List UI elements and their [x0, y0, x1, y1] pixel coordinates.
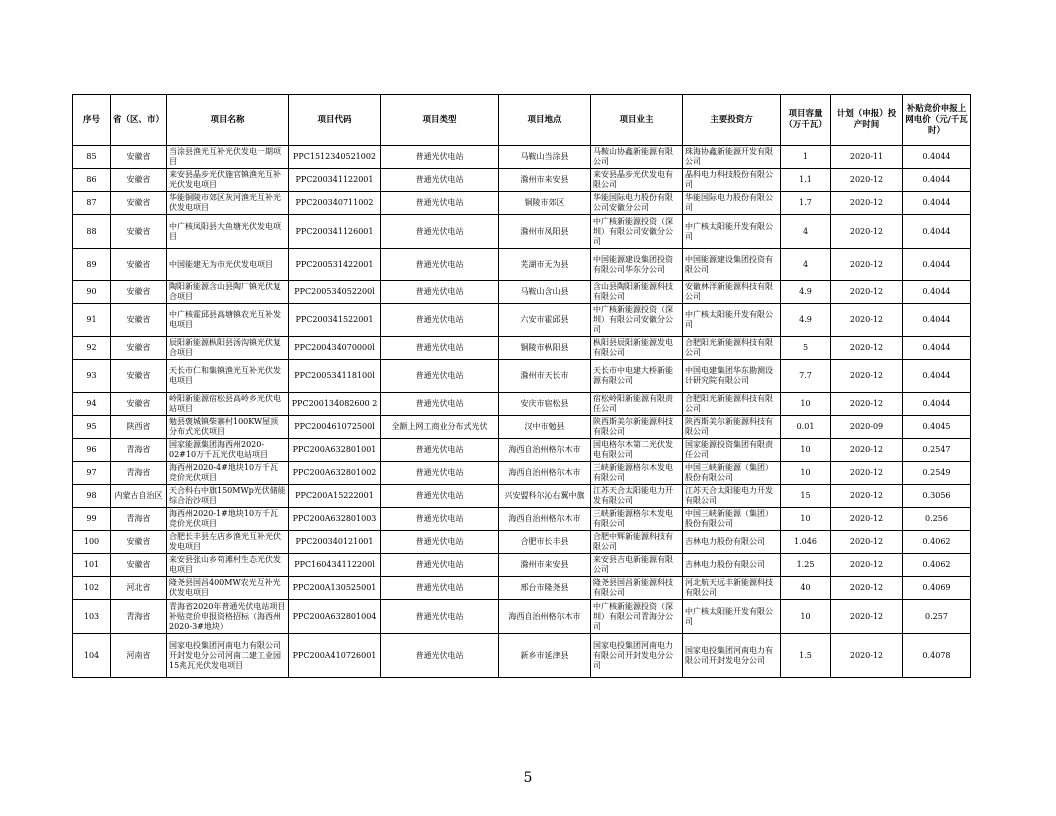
- table-row: [73, 304, 971, 337]
- province-cell: 陕西省: [111, 416, 167, 439]
- project-code-cell: PPC200A632801001: [289, 439, 381, 462]
- row-number-cell: 86: [73, 169, 111, 192]
- project-type-cell: 普通光伏电站: [381, 393, 499, 416]
- project-type-cell: 普通光伏电站: [381, 462, 499, 485]
- row-number-cell: 85: [73, 146, 111, 169]
- project-code-cell: PPC200340711002: [289, 192, 381, 215]
- row-number-cell: 101: [73, 554, 111, 577]
- project-name-cell: 青海省2020年普通光伏电站项目补贴竞价申报资格招标（海西州2020-3#地块）: [167, 600, 289, 634]
- main-investor-cell: 晶科电力科技股份有限公司: [683, 169, 781, 192]
- project-location-cell: 海西自治州格尔木市: [499, 462, 591, 485]
- project-name-cell: 中广核凤阳县大鱼塘光伏发电项目: [167, 215, 289, 249]
- main-investor-cell: 陕西斯美尔新能源科技有限公司: [683, 416, 781, 439]
- row-number-cell: 98: [73, 485, 111, 508]
- commission-date-cell: 2020-12: [831, 508, 903, 531]
- project-owner-cell: 江苏天合太阳能电力开发有限公司: [591, 485, 683, 508]
- project-location-cell: 滁州市天长市: [499, 360, 591, 393]
- project-code-cell: PPC200341522001: [289, 304, 381, 337]
- header-cell: 项目名称: [167, 95, 289, 146]
- header-cell: 序号: [73, 95, 111, 146]
- project-name-cell: 天长市仁和集镇渔光互补光伏发电项目: [167, 360, 289, 393]
- project-name-cell: 陶阳新能源含山县陶厂镇光伏复合项目: [167, 281, 289, 304]
- project-name-cell: 国家电投集团河南电力有限公司开封发电分公司河南二建工业园15兆瓦光伏发电项目: [167, 634, 289, 678]
- project-type-cell: 普通光伏电站: [381, 600, 499, 634]
- project-type-cell: 普通光伏电站: [381, 439, 499, 462]
- table-row: [73, 192, 971, 215]
- row-number-cell: 103: [73, 600, 111, 634]
- project-location-cell: 新乡市延津县: [499, 634, 591, 678]
- capacity-cell: 10: [781, 393, 831, 416]
- header-cell: 项目地点: [499, 95, 591, 146]
- project-location-cell: 安庆市宿松县: [499, 393, 591, 416]
- project-type-cell: 普通光伏电站: [381, 215, 499, 249]
- bid-price-cell: 0.4044: [903, 215, 971, 249]
- capacity-cell: 0.01: [781, 416, 831, 439]
- row-number-cell: 104: [73, 634, 111, 678]
- project-location-cell: 海西自治州格尔木市: [499, 600, 591, 634]
- main-investor-cell: 中国能源建设集团投资有限公司: [683, 249, 781, 281]
- project-location-cell: 滁州市来安县: [499, 169, 591, 192]
- capacity-cell: 15: [781, 485, 831, 508]
- project-owner-cell: 中广核新能源投资（深圳）有限公司青海分公司: [591, 600, 683, 634]
- commission-date-cell: 2020-12: [831, 304, 903, 337]
- capacity-cell: 1.046: [781, 531, 831, 554]
- project-code-cell: PPC200461072500l: [289, 416, 381, 439]
- capacity-cell: 10: [781, 439, 831, 462]
- header-cell: 项目类型: [381, 95, 499, 146]
- commission-date-cell: 2020-12: [831, 169, 903, 192]
- commission-date-cell: 2020-12: [831, 531, 903, 554]
- capacity-cell: 1.25: [781, 554, 831, 577]
- header-cell: 项目容量（万千瓦）: [781, 95, 831, 146]
- row-number-cell: 97: [73, 462, 111, 485]
- row-number-cell: 89: [73, 249, 111, 281]
- project-code-cell: PPC160434112200l: [289, 554, 381, 577]
- project-owner-cell: 枞阳县辰阳新能源发电有限公司: [591, 337, 683, 360]
- capacity-cell: 4: [781, 249, 831, 281]
- province-cell: 青海省: [111, 600, 167, 634]
- project-type-cell: 普通光伏电站: [381, 249, 499, 281]
- bid-price-cell: 0.4078: [903, 634, 971, 678]
- commission-date-cell: 2020-12: [831, 215, 903, 249]
- table-row: [73, 146, 971, 169]
- project-name-cell: 合肥长丰县左店乡渔光互补光伏发电项目: [167, 531, 289, 554]
- project-name-cell: 岭阳新能源宿松县高岭乡光伏电站项目: [167, 393, 289, 416]
- bid-price-cell: 0.3056: [903, 485, 971, 508]
- project-type-cell: 普通光伏电站: [381, 337, 499, 360]
- capacity-cell: 10: [781, 600, 831, 634]
- page-number: 5: [523, 770, 533, 786]
- table-row: [73, 416, 971, 439]
- commission-date-cell: 2020-11: [831, 146, 903, 169]
- province-cell: 安徽省: [111, 304, 167, 337]
- bid-price-cell: 0.4044: [903, 393, 971, 416]
- commission-date-cell: 2020-12: [831, 337, 903, 360]
- project-name-cell: 天合科右中旗150MWp光伏储能综合治沙项目: [167, 485, 289, 508]
- commission-date-cell: 2020-09: [831, 416, 903, 439]
- project-owner-cell: 隆尧县国昌新能源科技有限公司: [591, 577, 683, 600]
- main-investor-cell: 中国三峡新能源（集团）股份有限公司: [683, 508, 781, 531]
- bid-price-cell: 0.4044: [903, 337, 971, 360]
- project-code-cell: PPC200531422001: [289, 249, 381, 281]
- project-type-cell: 普通光伏电站: [381, 192, 499, 215]
- main-investor-cell: 吉林电力股份有限公司: [683, 531, 781, 554]
- bid-price-cell: 0.4044: [903, 281, 971, 304]
- capacity-cell: 10: [781, 462, 831, 485]
- capacity-cell: 7.7: [781, 360, 831, 393]
- project-owner-cell: 三峡新能源格尔木发电有限公司: [591, 462, 683, 485]
- project-code-cell: PPC200A632801003: [289, 508, 381, 531]
- project-owner-cell: 陕西斯美尔新能源科技有限公司: [591, 416, 683, 439]
- bid-price-cell: 0.257: [903, 600, 971, 634]
- province-cell: 安徽省: [111, 337, 167, 360]
- project-code-cell: PPC200434070000l: [289, 337, 381, 360]
- bid-price-cell: 0.4062: [903, 554, 971, 577]
- bid-price-cell: 0.4045: [903, 416, 971, 439]
- project-code-cell: PPC200134082600 2: [289, 393, 381, 416]
- project-owner-cell: 三峡新能源格尔木发电有限公司: [591, 508, 683, 531]
- project-name-cell: 隆尧县国昌400MW农光互补光伏发电项目: [167, 577, 289, 600]
- table-row: [73, 249, 971, 281]
- row-number-cell: 91: [73, 304, 111, 337]
- project-location-cell: 邢台市隆尧县: [499, 577, 591, 600]
- row-number-cell: 90: [73, 281, 111, 304]
- capacity-cell: 5: [781, 337, 831, 360]
- province-cell: 内蒙古自治区: [111, 485, 167, 508]
- project-owner-cell: 来安县吉电新能源有限公司: [591, 554, 683, 577]
- commission-date-cell: 2020-12: [831, 439, 903, 462]
- province-cell: 安徽省: [111, 146, 167, 169]
- main-investor-cell: 中广核太阳能开发有限公司: [683, 304, 781, 337]
- project-code-cell: PPC200341122001: [289, 169, 381, 192]
- commission-date-cell: 2020-12: [831, 554, 903, 577]
- project-code-cell: PPC200340121001: [289, 531, 381, 554]
- table-row: [73, 462, 971, 485]
- project-location-cell: 合肥市长丰县: [499, 531, 591, 554]
- row-number-cell: 96: [73, 439, 111, 462]
- table-row: [73, 634, 971, 678]
- table-row: [73, 531, 971, 554]
- row-number-cell: 95: [73, 416, 111, 439]
- main-investor-cell: 国家能源投资集团有限责任公司: [683, 439, 781, 462]
- project-owner-cell: 国家电投集团河南电力有限公司开封发电分公司: [591, 634, 683, 678]
- main-investor-cell: 中广核太阳能开发有限公司: [683, 600, 781, 634]
- commission-date-cell: 2020-12: [831, 192, 903, 215]
- table-row: [73, 281, 971, 304]
- main-investor-cell: 河北航天远丰新能源科技有限公司: [683, 577, 781, 600]
- table-row: [73, 169, 971, 192]
- bid-price-cell: 0.4044: [903, 169, 971, 192]
- header-cell: 计划（申报）投产时间: [831, 95, 903, 146]
- project-type-cell: 普通光伏电站: [381, 146, 499, 169]
- project-owner-cell: 华能国际电力股份有限公司安徽分公司: [591, 192, 683, 215]
- commission-date-cell: 2020-12: [831, 634, 903, 678]
- main-investor-cell: 江苏天合太阳能电力开发有限公司: [683, 485, 781, 508]
- table-row: [73, 393, 971, 416]
- commission-date-cell: 2020-12: [831, 577, 903, 600]
- row-number-cell: 88: [73, 215, 111, 249]
- bid-price-cell: 0.4044: [903, 192, 971, 215]
- project-location-cell: 海西自治州格尔木市: [499, 439, 591, 462]
- project-name-cell: 华能铜陵市郊区灰河渔光互补光伏发电项目: [167, 192, 289, 215]
- project-owner-cell: 宿松岭阳新能源有限责任公司: [591, 393, 683, 416]
- province-cell: 河北省: [111, 577, 167, 600]
- table-row: [73, 439, 971, 462]
- capacity-cell: 1.5: [781, 634, 831, 678]
- province-cell: 安徽省: [111, 249, 167, 281]
- province-cell: 河南省: [111, 634, 167, 678]
- project-type-cell: 普通光伏电站: [381, 360, 499, 393]
- bid-price-cell: 0.4069: [903, 577, 971, 600]
- project-type-cell: 全额上网工商业分布式光伏: [381, 416, 499, 439]
- project-code-cell: PPC200A130525001: [289, 577, 381, 600]
- capacity-cell: 1.1: [781, 169, 831, 192]
- capacity-cell: 40: [781, 577, 831, 600]
- project-table: [72, 94, 971, 678]
- header-cell: 主要投资方: [683, 95, 781, 146]
- table-row: [73, 508, 971, 531]
- project-name-cell: 辰阳新能源枞阳县汤沟镇光伏复合项目: [167, 337, 289, 360]
- project-type-cell: 普通光伏电站: [381, 169, 499, 192]
- project-type-cell: 普通光伏电站: [381, 577, 499, 600]
- project-code-cell: PPC200A632801002: [289, 462, 381, 485]
- capacity-cell: 4.9: [781, 304, 831, 337]
- table-row: [73, 337, 971, 360]
- project-type-cell: 普通光伏电站: [381, 281, 499, 304]
- province-cell: 安徽省: [111, 215, 167, 249]
- project-code-cell: PPC200A410726001: [289, 634, 381, 678]
- province-cell: 安徽省: [111, 281, 167, 304]
- main-investor-cell: 中广核太阳能开发有限公司: [683, 215, 781, 249]
- province-cell: 安徽省: [111, 531, 167, 554]
- table-row: [73, 215, 971, 249]
- project-location-cell: 六安市霍邱县: [499, 304, 591, 337]
- project-name-cell: 来安县晶步光伏施官镇渔光互补光伏发电项目: [167, 169, 289, 192]
- header-cell: 省（区、市）: [111, 95, 167, 146]
- project-name-cell: 海西州2020-4#地块10万千瓦竞价光伏项目: [167, 462, 289, 485]
- commission-date-cell: 2020-12: [831, 249, 903, 281]
- project-type-cell: 普通光伏电站: [381, 508, 499, 531]
- header-cell: 项目代码: [289, 95, 381, 146]
- project-location-cell: 铜陵市郊区: [499, 192, 591, 215]
- row-number-cell: 93: [73, 360, 111, 393]
- header-cell: 补贴竞价申报上网电价（元/千瓦时）: [903, 95, 971, 146]
- header-row: [73, 95, 971, 146]
- project-name-cell: 当涂县渔光互补光伏发电一期项目: [167, 146, 289, 169]
- project-type-cell: 普通光伏电站: [381, 304, 499, 337]
- bid-price-cell: 0.2549: [903, 462, 971, 485]
- project-owner-cell: 来安县晶步光伏发电有限公司: [591, 169, 683, 192]
- project-name-cell: 来安县张山乡苟滩村生态光伏发电项目: [167, 554, 289, 577]
- project-location-cell: 兴安盟科尔沁右翼中旗: [499, 485, 591, 508]
- row-number-cell: 87: [73, 192, 111, 215]
- table-row: [73, 360, 971, 393]
- bid-price-cell: 0.2547: [903, 439, 971, 462]
- row-number-cell: 102: [73, 577, 111, 600]
- project-owner-cell: 中广核新能源投资（深圳）有限公司安徽分公司: [591, 304, 683, 337]
- project-owner-cell: 中国能源建设集团投资有限公司华东分公司: [591, 249, 683, 281]
- project-type-cell: 普通光伏电站: [381, 485, 499, 508]
- capacity-cell: 1.7: [781, 192, 831, 215]
- province-cell: 安徽省: [111, 169, 167, 192]
- project-type-cell: 普通光伏电站: [381, 531, 499, 554]
- project-owner-cell: 合肥中辉新能源科技有限公司: [591, 531, 683, 554]
- main-investor-cell: 华能国际电力股份有限公司: [683, 192, 781, 215]
- main-investor-cell: 国家电投集团河南电力有限公司开封发电分公司: [683, 634, 781, 678]
- capacity-cell: 4: [781, 215, 831, 249]
- project-location-cell: 海西自治州格尔木市: [499, 508, 591, 531]
- main-investor-cell: 中国电建集团华东勘测设计研究院有限公司: [683, 360, 781, 393]
- main-investor-cell: 合肥阳光新能源科技有限公司: [683, 337, 781, 360]
- province-cell: 青海省: [111, 508, 167, 531]
- project-location-cell: 马鞍山当涂县: [499, 146, 591, 169]
- project-code-cell: PPC1512340521002: [289, 146, 381, 169]
- project-owner-cell: 含山县陶阳新能源科技有限公司: [591, 281, 683, 304]
- project-code-cell: PPC200341126001: [289, 215, 381, 249]
- table-row: [73, 577, 971, 600]
- project-name-cell: 中国能建无为市光伏发电项目: [167, 249, 289, 281]
- project-owner-cell: 天长市中电建大桥新能源有限公司: [591, 360, 683, 393]
- table-row: [73, 485, 971, 508]
- main-investor-cell: 珠海协鑫新能源开发有限公司: [683, 146, 781, 169]
- project-location-cell: 芜湖市无为县: [499, 249, 591, 281]
- row-number-cell: 100: [73, 531, 111, 554]
- project-owner-cell: 中广核新能源投资（深圳）有限公司安徽分公司: [591, 215, 683, 249]
- commission-date-cell: 2020-12: [831, 360, 903, 393]
- bid-price-cell: 0.4044: [903, 249, 971, 281]
- bid-price-cell: 0.4044: [903, 146, 971, 169]
- province-cell: 安徽省: [111, 554, 167, 577]
- row-number-cell: 94: [73, 393, 111, 416]
- project-code-cell: PPC200534118100l: [289, 360, 381, 393]
- main-investor-cell: 中国三峡新能源（集团）股份有限公司: [683, 462, 781, 485]
- project-code-cell: PPC200534052200l: [289, 281, 381, 304]
- bid-price-cell: 0.4044: [903, 304, 971, 337]
- project-code-cell: PPC200A15222001: [289, 485, 381, 508]
- project-code-cell: PPC200A632801004: [289, 600, 381, 634]
- bid-price-cell: 0.4062: [903, 531, 971, 554]
- province-cell: 青海省: [111, 439, 167, 462]
- commission-date-cell: 2020-12: [831, 485, 903, 508]
- bid-price-cell: 0.4044: [903, 360, 971, 393]
- bid-price-cell: 0.256: [903, 508, 971, 531]
- province-cell: 安徽省: [111, 192, 167, 215]
- row-number-cell: 92: [73, 337, 111, 360]
- project-location-cell: 滁州市凤阳县: [499, 215, 591, 249]
- project-owner-cell: 马鞍山协鑫新能源有限公司: [591, 146, 683, 169]
- main-investor-cell: 吉林电力股份有限公司: [683, 554, 781, 577]
- project-name-cell: 中广核霍邱县高塘镇农光互补发电项目: [167, 304, 289, 337]
- header-cell: 项目业主: [591, 95, 683, 146]
- project-location-cell: 滁州市来安县: [499, 554, 591, 577]
- project-location-cell: 马鞍山含山县: [499, 281, 591, 304]
- commission-date-cell: 2020-12: [831, 393, 903, 416]
- project-name-cell: 勉县褒城镇柴寨村100KW屋顶分布式光伏项目: [167, 416, 289, 439]
- project-owner-cell: 国电格尔木第二光伏发电有限公司: [591, 439, 683, 462]
- project-location-cell: 铜陵市枞阳县: [499, 337, 591, 360]
- project-type-cell: 普通光伏电站: [381, 634, 499, 678]
- province-cell: 青海省: [111, 462, 167, 485]
- main-investor-cell: 安徽林洋新能源科技有限公司: [683, 281, 781, 304]
- project-name-cell: 国家能源集团海西州2020-02#10万千瓦光伏电站项目: [167, 439, 289, 462]
- capacity-cell: 10: [781, 508, 831, 531]
- capacity-cell: 1: [781, 146, 831, 169]
- table-row: [73, 600, 971, 634]
- project-location-cell: 汉中市勉县: [499, 416, 591, 439]
- main-investor-cell: 合肥阳光新能源科技有限公司: [683, 393, 781, 416]
- capacity-cell: 4.9: [781, 281, 831, 304]
- commission-date-cell: 2020-12: [831, 462, 903, 485]
- row-number-cell: 99: [73, 508, 111, 531]
- commission-date-cell: 2020-12: [831, 600, 903, 634]
- commission-date-cell: 2020-12: [831, 281, 903, 304]
- project-type-cell: 普通光伏电站: [381, 554, 499, 577]
- project-name-cell: 海西州2020-1#地块10万千瓦竞价光伏项目: [167, 508, 289, 531]
- province-cell: 安徽省: [111, 360, 167, 393]
- table-row: [73, 554, 971, 577]
- province-cell: 安徽省: [111, 393, 167, 416]
